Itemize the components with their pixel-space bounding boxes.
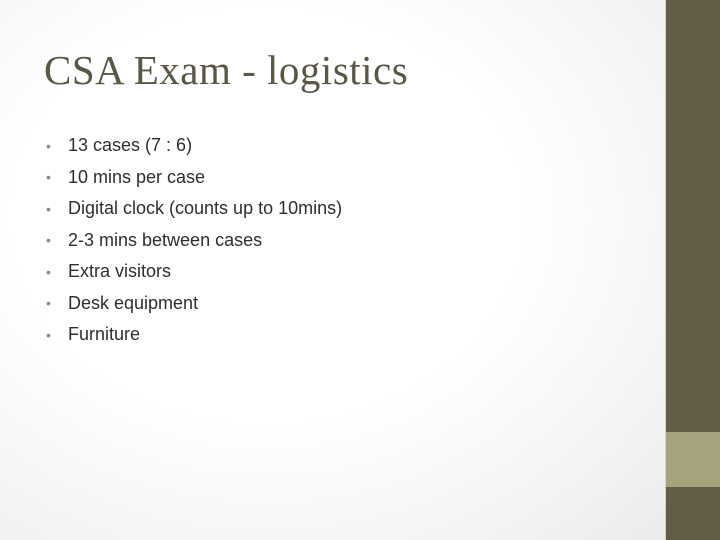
list-item [46, 162, 342, 194]
bullet-icon: • [46, 263, 51, 280]
bullet-icon: • [46, 169, 51, 186]
bullet-list [46, 130, 342, 351]
bullet-icon: • [46, 137, 51, 154]
bullet-icon: • [46, 200, 51, 217]
bullet-icon: • [46, 326, 51, 343]
bullet-text: 2-3 mins between cases [68, 229, 263, 250]
bullet-icon: • [46, 232, 51, 249]
sidebar-band-accent [666, 432, 720, 487]
list-item [46, 319, 342, 351]
bullet-text: 10 mins per case [68, 166, 206, 187]
sidebar-band-top [666, 0, 720, 432]
bullet-text: Furniture [68, 324, 141, 345]
sidebar-band-bottom [666, 487, 720, 540]
bullet-text: Digital clock (counts up to 10mins) [68, 198, 343, 219]
list-item [46, 130, 342, 162]
list-item [46, 225, 342, 257]
bullet-text: Desk equipment [68, 292, 199, 313]
bullet-text: Extra visitors [68, 261, 172, 282]
list-item [46, 288, 342, 320]
list-item [46, 256, 342, 288]
slide-title: CSA Exam - logistics [44, 47, 409, 93]
bullet-text: 13 cases (7 : 6) [68, 135, 193, 156]
list-item [46, 193, 342, 225]
bullet-icon: • [46, 295, 51, 312]
